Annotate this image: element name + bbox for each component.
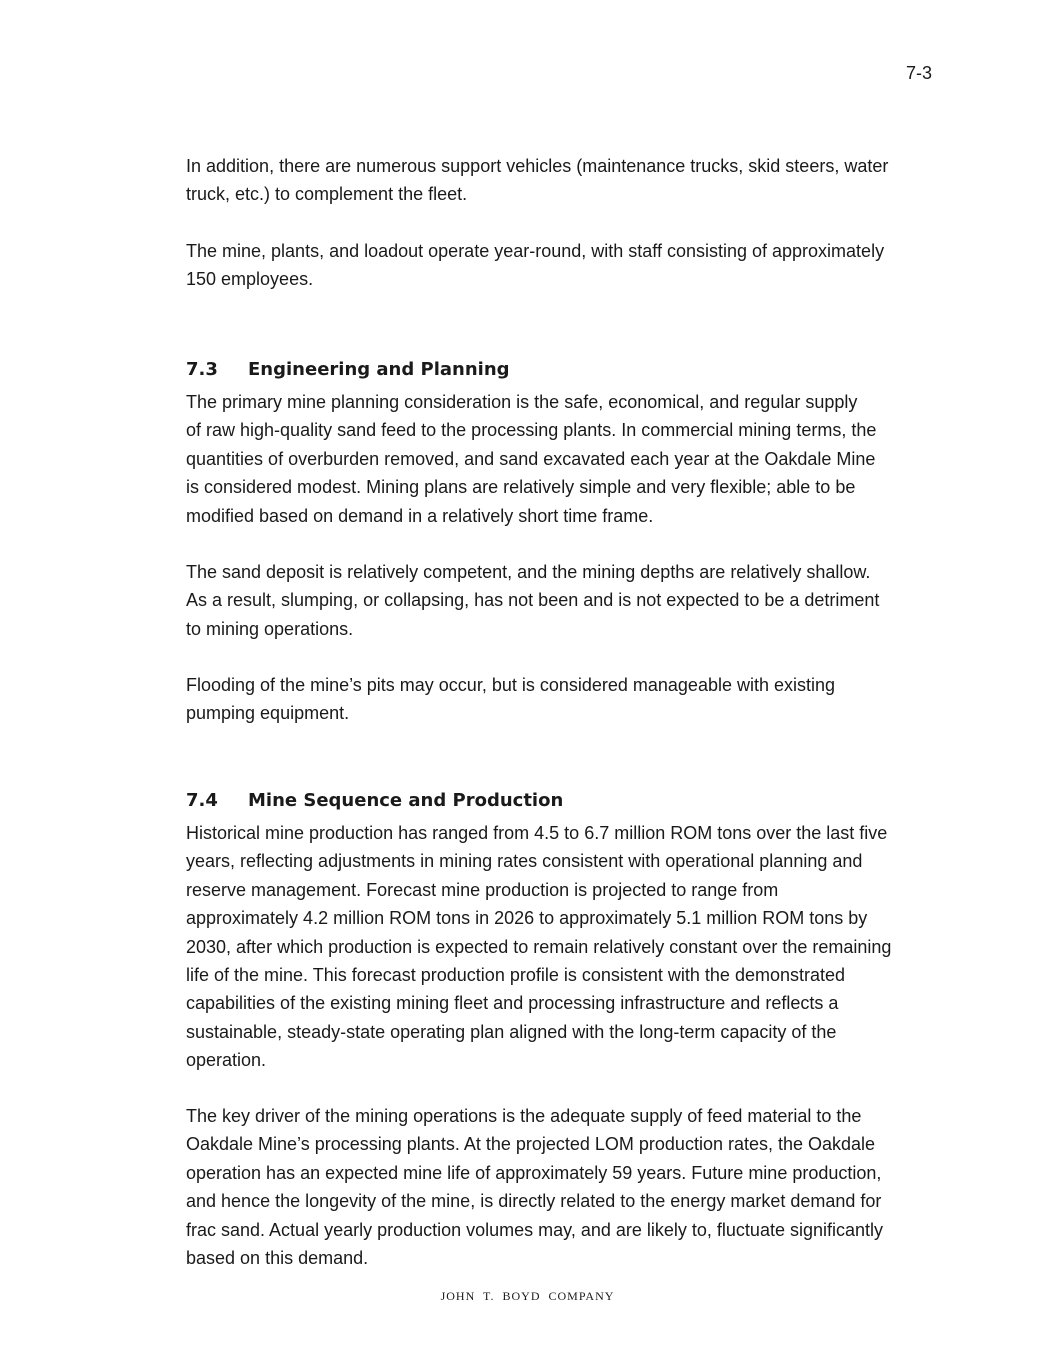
section-heading-7-3 bbox=[186, 358, 510, 382]
footer-company-name: JOHN T. BOYD COMPANY bbox=[440, 1289, 615, 1303]
page-number: 7-3 bbox=[905, 63, 932, 83]
section-number: 7.4 bbox=[186, 790, 218, 811]
paragraph-planning-consideration: The primary mine planning consideration is the safe, economical, and regular supply of raw high-quality sand feed to the processing plants. In commercial mining terms, the quantities of overburden removed, and sand excavated each year at the Oakdale Mine is considered modest. Mining plans are relatively simple and very flexible; able to be modified based on demand in a relatively short time frame. bbox=[186, 392, 877, 526]
paragraph-support-vehicles: In addition, there are numerous support vehicles (maintenance trucks, skid steers, water truck, etc.) to complement the fleet. bbox=[186, 156, 889, 205]
paragraph-staff: The mine, plants, and loadout operate year-round, with staff consisting of approximately 150 employees. bbox=[186, 241, 885, 290]
section-title: Mine Sequence and Production bbox=[248, 790, 564, 811]
section-title: Engineering and Planning bbox=[248, 359, 510, 380]
paragraph-historical-production: Historical mine production has ranged from 4.5 to 6.7 million ROM tons over the last five years, reflecting adjustments in mining rates consistent with operational planning and reserve management. Forecast mine production is projected to range from approximately 4.2 million ROM tons in 2026 to approximately 5.1 million ROM tons by 2030, after which production is expected to remain relatively constant over the remaining life of the mine. This forecast production profile is consistent with the demonstrated capabilities of the existing mining fleet and processing infrastructure and reflects a sustainable, steady-state operating plan aligned with the long-term capacity of the operation. bbox=[186, 823, 892, 1071]
paragraph-flooding: Flooding of the mine’s pits may occur, but is considered manageable with existing pumping equipment. bbox=[186, 675, 836, 724]
paragraph-sand-deposit: The sand deposit is relatively competent, and the mining depths are relatively shallow. As a result, slumping, or collapsing, has not been and is not expected to be a detriment to mining operations. bbox=[186, 562, 880, 639]
section-number: 7.3 bbox=[186, 359, 218, 380]
paragraph-key-driver: The key driver of the mining operations is the adequate supply of feed material to the Oakdale Mine’s processing plants. At the projected LOM production rates, the Oakdale operation has an expected mine life of approximately 59 years. Future mine production, and hence the longevity of the mine, is directly related to the energy market demand for frac sand. Actual yearly production volumes may, and are likely to, fluctuate significantly based on this demand. bbox=[186, 1106, 884, 1269]
section-heading-7-4 bbox=[186, 789, 563, 813]
